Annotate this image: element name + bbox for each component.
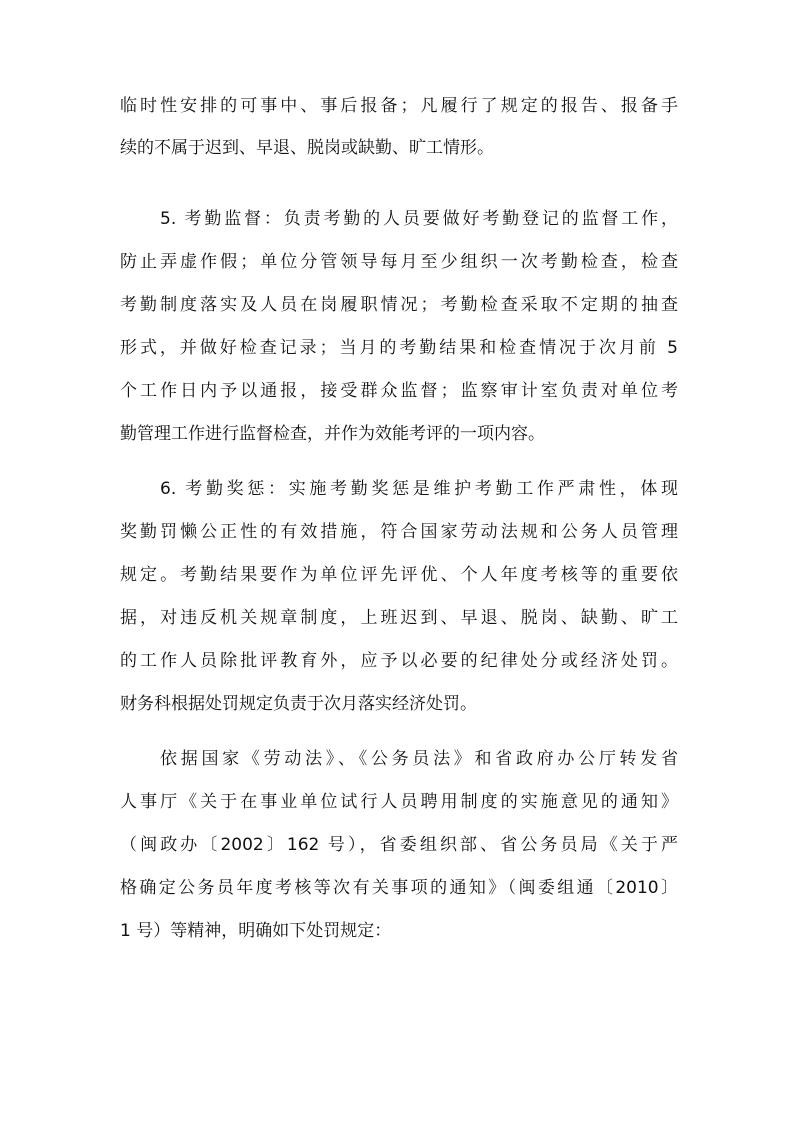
text-line: 规定。考勤结果要作为单位评先评优、个人年度考核等的重要依 — [120, 565, 678, 585]
text-line: 人事厅《关于在事业单位试行人员聘用制度的实施意见的通知》 — [120, 792, 678, 812]
text-line: 的工作人员除批评教育外，应予以必要的纪律处分或经济处罚。 — [120, 651, 678, 671]
text-line: 防止弄虚作假；单位分管领导每月至少组织一次考勤检查，检查 — [120, 252, 678, 272]
text-line: 勤管理工作进行监督检查，并作为效能考评的一项内容。 — [120, 424, 545, 444]
text-line: 依据国家《劳动法》、《公务员法》和省政府办公厅转发省 — [160, 749, 678, 769]
text-line: 形式，并做好检查记录；当月的考勤结果和检查情况于次月前 5 — [120, 338, 678, 358]
text-line: 个工作日内予以通报，接受群众监督；监察审计室负责对单位考 — [120, 381, 678, 401]
text-line: 1 号）等精神，明确如下处罚规定： — [120, 921, 392, 941]
text-line: 6. 考勤奖惩：实施考勤奖惩是维护考勤工作严肃性，体现 — [160, 479, 678, 499]
text-line: 财务科根据处罚规定负责于次月落实经济处罚。 — [120, 694, 477, 714]
text-line: （闽政办〔2002〕162 号），省委组织部、省公务员局《关于严 — [120, 835, 678, 855]
text-line: 考勤制度落实及人员在岗履职情况；考勤检查采取不定期的抽查 — [120, 295, 678, 315]
text-line: 续的不属于迟到、早退、脱岗或缺勤、旷工情形。 — [120, 138, 494, 158]
text-line: 奖勤罚懒公正性的有效措施，符合国家劳动法规和公务人员管理 — [120, 522, 678, 542]
text-line: 格确定公务员年度考核等次有关事项的通知》（闽委组通〔2010〕 — [120, 878, 678, 898]
text-line: 5. 考勤监督：负责考勤的人员要做好考勤登记的监督工作， — [160, 209, 678, 229]
text-line: 据，对违反机关规章制度，上班迟到、早退、脱岗、缺勤、旷工 — [120, 608, 678, 628]
text-line: 临时性安排的可事中、事后报备；凡履行了规定的报告、报备手 — [120, 96, 678, 116]
